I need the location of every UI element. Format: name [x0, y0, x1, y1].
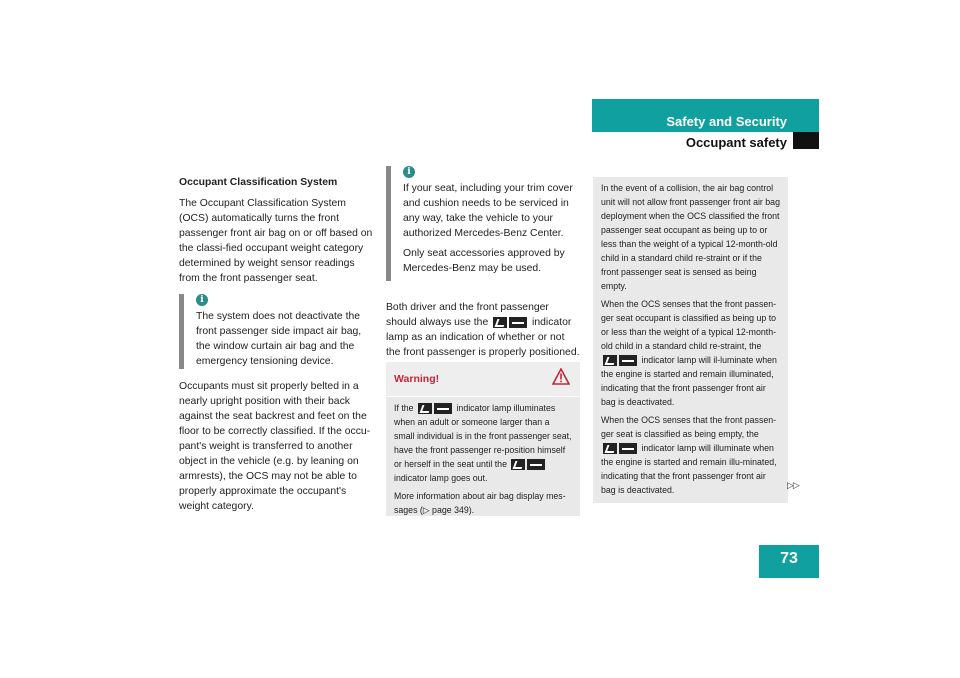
- column-left: [179, 175, 377, 520]
- text-run: indicator lamp as an indication of whether or not the front passenger is properly positioned.: [386, 317, 580, 358]
- passenger-airbag-off-lamp-icon: [418, 403, 452, 414]
- sidebar-text: [601, 413, 780, 497]
- heading: Occupant Classification System: [179, 177, 338, 188]
- sidebar-text: [601, 297, 780, 409]
- column-middle: [386, 300, 581, 366]
- info-note: [386, 166, 585, 281]
- passenger-airbag-off-lamp-icon: [603, 443, 637, 454]
- text-run: indicator lamp will illuminate when the engine is started and remain illu-minated, indicating that the front passenger front air bag is deactivated.: [601, 443, 777, 495]
- warning-header: [386, 362, 580, 397]
- info-note-text: If your seat, including your trim cover and cushion needs to be serviced in any way, take the vehicle to your authorized Mercedes-Benz Center.: [403, 183, 573, 239]
- text-run: indicator lamp will il-luminate when the engine is started and remain illuminated, indicating that the front passenger front air bag is deactivated.: [601, 355, 777, 407]
- warning-box: [386, 362, 580, 516]
- sidebar-text: In the event of a collision, the air bag control unit will not allow front passenger front air bag deployment when the OCS classified the front passenger seat occupant as being up to or less than the weight of a typical 12-month-old child in a standard child re-straint or if the front passenger seat is sensed as being empty.: [601, 183, 780, 291]
- page-number-box: [759, 545, 819, 578]
- section-title: Safety and Security: [666, 114, 787, 129]
- info-note: [179, 294, 376, 369]
- info-icon: i: [196, 294, 208, 306]
- section-header: [592, 99, 819, 132]
- text-run: indicator lamp goes out.: [394, 473, 488, 483]
- header-tab: [793, 132, 819, 149]
- passenger-airbag-off-lamp-icon: [511, 459, 545, 470]
- subsection-title: [592, 132, 789, 148]
- paragraph: [386, 300, 581, 360]
- warning-text: [394, 401, 572, 485]
- passenger-airbag-off-lamp-icon: [603, 355, 637, 366]
- info-note-text: The system does not deactivate the front passenger side impact air bag, the window curtain air bag and the emergency tensioning device.: [196, 311, 362, 367]
- warning-triangle-icon: [552, 368, 570, 385]
- warning-body: [386, 397, 580, 525]
- text-run: Both driver and the front passenger should always use the: [386, 302, 549, 328]
- text-run: If the: [394, 403, 414, 413]
- passenger-airbag-off-lamp-icon: [493, 317, 527, 328]
- sidebar-box: [593, 177, 788, 503]
- page-number: 73: [780, 550, 798, 567]
- subsection-label: Occupant safety: [685, 135, 787, 150]
- paragraph: The Occupant Classification System (OCS) automatically turns the front passenger front air bag on or off based on the classi-fied occupant weight category determined by weight sensor readings from the front passenger seat.: [179, 198, 373, 284]
- warning-text: More information about air bag display mes-sages (▷ page 349).: [394, 491, 566, 515]
- info-icon: i: [403, 166, 415, 178]
- continue-arrow-icon: ▷▷: [787, 480, 799, 490]
- info-note-text: Only seat accessories approved by Mercedes-Benz may be used.: [403, 248, 565, 274]
- warning-label: Warning!: [394, 373, 440, 385]
- text-run: When the OCS senses that the front passen-ger seat occupant is classified as being up to or less than the weight of a typical 12-month-old child in a standard child re-straint, the: [601, 299, 777, 351]
- paragraph: Occupants must sit properly belted in a nearly upright position with their back against the seat backrest and feet on the floor to be correctly classified. If the occu-pant's weight is transferred to another object in the vehicle (e.g. by leaning on armrests), the OCS may not be able to properly approximate the occupant's weight category.: [179, 381, 371, 512]
- text-run: When the OCS senses that the front passen-ger seat is classified as being empty, the: [601, 415, 777, 439]
- text-run: indicator lamp illuminates when an adult or someone larger than a small individual is in the front passenger seat, have the front passenger re-position himself or herself in the seat until the: [394, 403, 572, 469]
